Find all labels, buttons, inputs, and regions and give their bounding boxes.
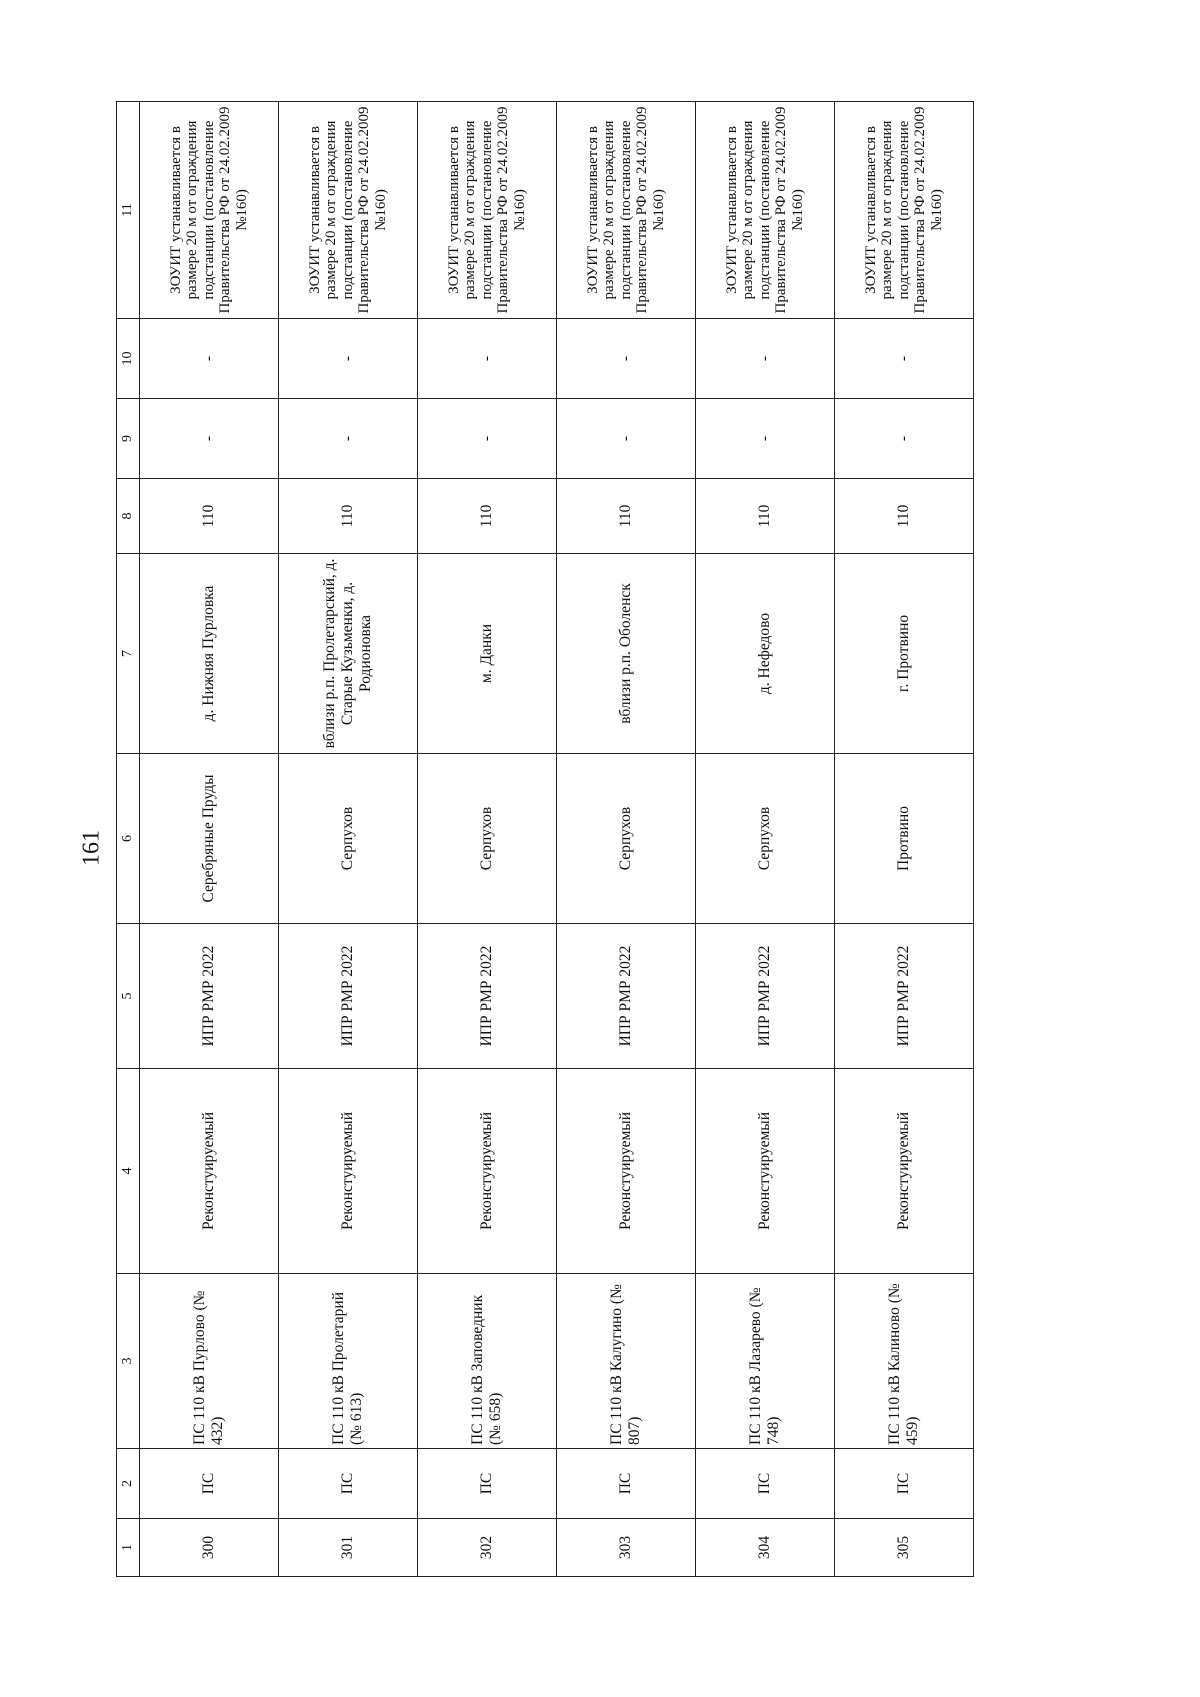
protection-zone-note: ЗОУИТ устанавливается в размере 20 м от ограждения подстанции (постановление Правительства РФ от 24.02.2009 №160) <box>140 102 279 319</box>
table-row <box>140 102 279 1577</box>
column-number: 10 <box>117 319 140 399</box>
column-10-value: - <box>696 319 835 399</box>
protection-zone-note: ЗОУИТ устанавливается в размере 20 м от ограждения подстанции (постановление Правительства РФ от 24.02.2009 №160) <box>557 102 696 319</box>
object-name: ПС 110 кВ Лазарево (№ 748) <box>696 1274 835 1449</box>
voltage-kv: 110 <box>835 479 974 554</box>
table-row <box>557 102 696 1577</box>
object-name: ПС 110 кВ Заповедник (№ 658) <box>418 1274 557 1449</box>
row-number: 304 <box>696 1519 835 1577</box>
row-number: 302 <box>418 1519 557 1577</box>
voltage-kv: 110 <box>557 479 696 554</box>
object-status: Реконстуируемый <box>696 1069 835 1274</box>
column-number: 11 <box>117 102 140 319</box>
column-10-value: - <box>557 319 696 399</box>
municipal-district: Протвино <box>835 754 974 924</box>
voltage-kv: 110 <box>696 479 835 554</box>
protection-zone-note: ЗОУИТ устанавливается в размере 20 м от ограждения подстанции (постановление Правительства РФ от 24.02.2009 №160) <box>696 102 835 319</box>
table-row <box>279 102 418 1577</box>
row-number: 305 <box>835 1519 974 1577</box>
substation-table <box>116 101 974 1577</box>
object-name: ПС 110 кВ Калугино (№ 807) <box>557 1274 696 1449</box>
object-type: ПС <box>279 1449 418 1519</box>
row-number: 301 <box>279 1519 418 1577</box>
object-location: м. Данки <box>418 554 557 754</box>
object-type: ПС <box>835 1449 974 1519</box>
object-type: ПС <box>418 1449 557 1519</box>
table-row <box>696 102 835 1577</box>
object-type: ПС <box>557 1449 696 1519</box>
voltage-kv: 110 <box>140 479 279 554</box>
object-location: д. Нефедово <box>696 554 835 754</box>
column-10-value: - <box>835 319 974 399</box>
page-number: 161 <box>78 830 105 866</box>
object-status: Реконстуируемый <box>835 1069 974 1274</box>
column-number: 2 <box>117 1449 140 1519</box>
protection-zone-note: ЗОУИТ устанавливается в размере 20 м от ограждения подстанции (постановление Правительства РФ от 24.02.2009 №160) <box>279 102 418 319</box>
column-number: 7 <box>117 554 140 754</box>
column-9-value: - <box>696 399 835 479</box>
column-9-value: - <box>418 399 557 479</box>
column-number: 4 <box>117 1069 140 1274</box>
table-row <box>418 102 557 1577</box>
municipal-district: Серпухов <box>557 754 696 924</box>
object-status: Реконстуируемый <box>279 1069 418 1274</box>
municipal-district: Серебряные Пруды <box>140 754 279 924</box>
source-document: ИПР РМР 2022 <box>140 924 279 1069</box>
column-9-value: - <box>140 399 279 479</box>
municipal-district: Серпухов <box>418 754 557 924</box>
column-number: 5 <box>117 924 140 1069</box>
column-10-value: - <box>418 319 557 399</box>
column-number-row <box>117 102 140 1577</box>
protection-zone-note: ЗОУИТ устанавливается в размере 20 м от ограждения подстанции (постановление Правительства РФ от 24.02.2009 №160) <box>418 102 557 319</box>
column-10-value: - <box>279 319 418 399</box>
object-status: Реконстуируемый <box>140 1069 279 1274</box>
object-name: ПС 110 кВ Калиново (№ 459) <box>835 1274 974 1449</box>
table-row <box>835 102 974 1577</box>
protection-zone-note: ЗОУИТ устанавливается в размере 20 м от ограждения подстанции (постановление Правительства РФ от 24.02.2009 №160) <box>835 102 974 319</box>
object-type: ПС <box>696 1449 835 1519</box>
row-number: 300 <box>140 1519 279 1577</box>
object-status: Реконстуируемый <box>557 1069 696 1274</box>
source-document: ИПР РМР 2022 <box>279 924 418 1069</box>
object-type: ПС <box>140 1449 279 1519</box>
object-name: ПС 110 кВ Пурлово (№ 432) <box>140 1274 279 1449</box>
column-9-value: - <box>557 399 696 479</box>
source-document: ИПР РМР 2022 <box>835 924 974 1069</box>
voltage-kv: 110 <box>418 479 557 554</box>
object-name: ПС 110 кВ Пролетарий (№ 613) <box>279 1274 418 1449</box>
column-number: 6 <box>117 754 140 924</box>
column-9-value: - <box>835 399 974 479</box>
column-number: 3 <box>117 1274 140 1449</box>
source-document: ИПР РМР 2022 <box>557 924 696 1069</box>
rotated-table-container <box>116 102 996 1577</box>
object-location: вблизи р.п. Пролетарский, д. Старые Кузьменки, д. Родионовка <box>279 554 418 754</box>
voltage-kv: 110 <box>279 479 418 554</box>
column-10-value: - <box>140 319 279 399</box>
object-status: Реконстуируемый <box>418 1069 557 1274</box>
column-number: 9 <box>117 399 140 479</box>
source-document: ИПР РМР 2022 <box>418 924 557 1069</box>
object-location: вблизи р.п. Оболенск <box>557 554 696 754</box>
source-document: ИПР РМР 2022 <box>696 924 835 1069</box>
column-9-value: - <box>279 399 418 479</box>
object-location: г. Протвино <box>835 554 974 754</box>
municipal-district: Серпухов <box>696 754 835 924</box>
municipal-district: Серпухов <box>279 754 418 924</box>
column-number: 1 <box>117 1519 140 1577</box>
object-location: д. Нижняя Пурловка <box>140 554 279 754</box>
row-number: 303 <box>557 1519 696 1577</box>
column-number: 8 <box>117 479 140 554</box>
